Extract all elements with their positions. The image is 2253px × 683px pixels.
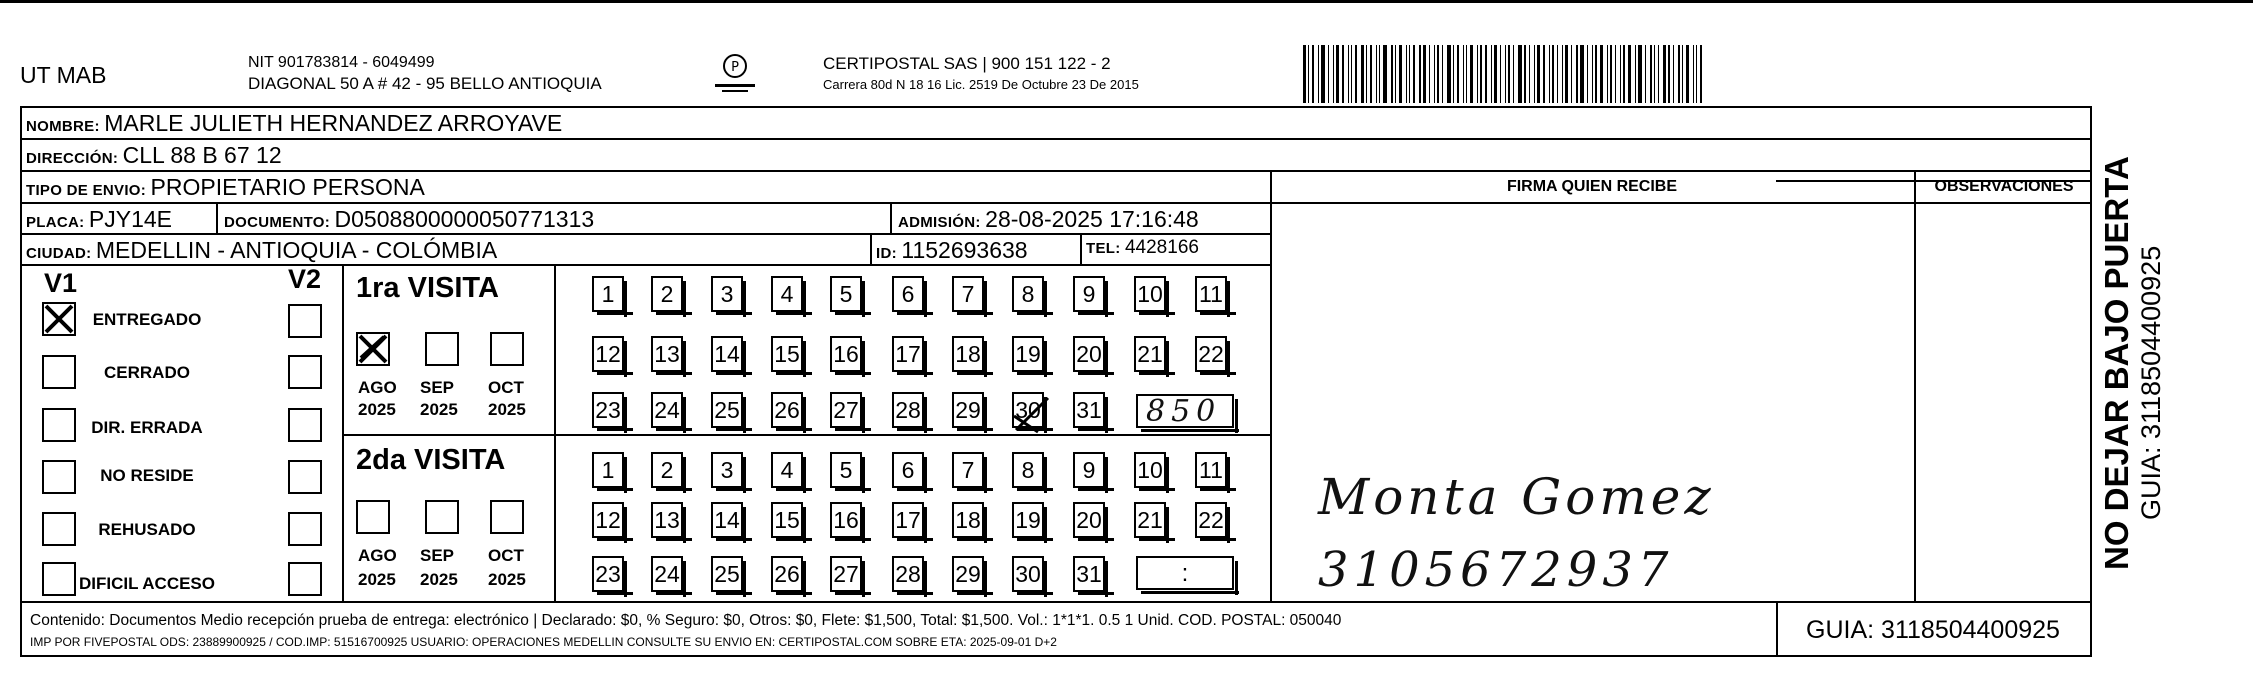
placa-value: PJY14E	[88, 206, 173, 232]
barcode-bar	[1654, 45, 1655, 103]
company-nit: NIT 901783814 - 6049499	[248, 54, 435, 71]
barcode-bar	[1383, 45, 1387, 103]
admision-row	[898, 206, 1199, 233]
barcode-bar	[1491, 45, 1492, 103]
visit1-month-oct: OCT	[488, 378, 524, 397]
barcode-bar	[1409, 45, 1410, 103]
visit2-day-30[interactable]: 30	[1012, 556, 1044, 592]
barcode-bar	[1429, 45, 1430, 103]
status-dir-errada: DIR. ERRADA	[91, 418, 203, 437]
visit1-day-16[interactable]: 16	[830, 336, 862, 372]
visit2-day-14[interactable]: 14	[711, 502, 743, 538]
status-cerrado: CERRADO	[104, 363, 190, 382]
barcode-bar	[1537, 45, 1540, 103]
barcode-bar	[1700, 45, 1702, 103]
check-x-icon	[44, 304, 74, 334]
row-line	[20, 264, 1272, 266]
barcode-bar	[1413, 45, 1415, 103]
admision-label: ADMISIÓN:	[898, 214, 981, 231]
barcode-bar	[1580, 45, 1584, 103]
row-line	[20, 233, 1272, 235]
visit1-title: 1ra VISITA	[356, 272, 499, 304]
side-guia: GUIA: 3118504400925	[2136, 245, 2166, 520]
barcode-bar	[1620, 45, 1621, 103]
visit2-year-oct: 2025	[488, 570, 526, 589]
barcode-bar	[1480, 45, 1482, 103]
row-line	[20, 202, 2092, 204]
company-address: DIAGONAL 50 A # 42 - 95 BELLO ANTIOQUIA	[248, 74, 602, 93]
tel-row	[1086, 237, 1199, 259]
v2-dir-errada-checkbox[interactable]	[288, 408, 322, 442]
table-top	[20, 106, 2092, 108]
visit2-day-24[interactable]: 24	[651, 556, 683, 592]
visit2-month-sep-checkbox[interactable]	[425, 500, 459, 534]
v2-label: V2	[288, 264, 322, 294]
barcode-bar	[1552, 45, 1554, 103]
visit1-day-7[interactable]: 7	[952, 276, 984, 312]
col-line	[216, 202, 218, 233]
visit2-day-15[interactable]: 15	[771, 502, 803, 538]
nombre-value: MARLE JULIETH HERNANDEZ ARROYAVE	[104, 110, 563, 136]
direccion-value: CLL 88 B 67 12	[122, 142, 282, 168]
barcode-bar	[1494, 45, 1497, 103]
visit1-day-31[interactable]: 31	[1073, 392, 1105, 428]
visit2-year-sep: 2025	[420, 570, 458, 589]
col-line	[890, 202, 892, 233]
v1-rehusado-checkbox[interactable]	[42, 512, 76, 546]
barcode-bar	[1696, 45, 1697, 103]
footer-imp: IMP POR FIVEPOSTAL ODS: 23889900925 / COD.IMP: 51516700925 USUARIO: OPERACIONES MEDELLIN CONSULTE SU ENVIO EN: CERTIPOSTAL.COM SOBRE ETA: 2025-09-01 D+2	[30, 635, 1057, 649]
barcode-bar	[1508, 45, 1510, 103]
visit1-day-12[interactable]: 12	[592, 336, 624, 372]
visit2-day-8[interactable]: 8	[1012, 452, 1044, 488]
visit2-day-4[interactable]: 4	[771, 452, 803, 488]
visit2-day-22[interactable]: 22	[1195, 502, 1227, 538]
placa-label: PLACA:	[26, 214, 85, 231]
visit1-month-ago: AGO	[358, 378, 397, 397]
placa-row	[26, 206, 172, 233]
visit2-day-20[interactable]: 20	[1073, 502, 1105, 538]
v1-no-reside-checkbox[interactable]	[42, 460, 76, 494]
footer-contenido: Contenido: Documentos Medio recepción prueba de entrega: electrónico | Declarado: $0, % Seguro: $0, Otros: $0, Flete: $1,500, Total: $1,500. Vol.: 1*1*1. 0.5 1 Unid. COD. POSTAL: 050040	[30, 612, 1342, 629]
barcode-bar	[1645, 45, 1646, 103]
ciudad-label: CIUDAD:	[26, 245, 92, 262]
barcode-bar	[1513, 45, 1514, 103]
visit1-day-17[interactable]: 17	[892, 336, 924, 372]
visit1-day-28[interactable]: 28	[892, 392, 924, 428]
visit1-day-30[interactable]: 30	[1012, 392, 1044, 428]
barcode-bar	[1361, 45, 1364, 103]
barcode-bar	[1470, 45, 1473, 103]
barcode-bar	[1571, 45, 1572, 103]
observaciones-header: OBSERVACIONES	[1934, 178, 2074, 195]
visit1-day-27[interactable]: 27	[830, 392, 862, 428]
barcode-bar	[1351, 45, 1352, 103]
barcode-bar	[1615, 45, 1616, 103]
barcode-bar	[1366, 45, 1367, 103]
direccion-row	[26, 142, 282, 169]
v2-dificil-acceso-checkbox[interactable]	[288, 562, 322, 596]
visit1-day-20[interactable]: 20	[1073, 336, 1105, 372]
visit2-day-25[interactable]: 25	[711, 556, 743, 592]
barcode-bar	[1318, 45, 1319, 103]
side-warning	[2098, 156, 2166, 570]
barcode-bar	[1505, 45, 1506, 103]
row-line	[20, 138, 2092, 140]
barcode-bar	[1610, 45, 1612, 103]
visit1-day-23[interactable]: 23	[592, 392, 624, 428]
visit1-day-21[interactable]: 21	[1134, 336, 1166, 372]
barcode-bar	[1466, 45, 1467, 103]
visit2-day-18[interactable]: 18	[952, 502, 984, 538]
id-row	[876, 237, 1028, 264]
visit1-day-25[interactable]: 25	[711, 392, 743, 428]
barcode-bar	[1650, 45, 1652, 103]
visit1-day-22[interactable]: 22	[1195, 336, 1227, 372]
barcode-bar	[1477, 45, 1478, 103]
visit1-day-26[interactable]: 26	[771, 392, 803, 428]
visit2-day-28[interactable]: 28	[892, 556, 924, 592]
visit1-day-24[interactable]: 24	[651, 392, 683, 428]
visit1-day-29[interactable]: 29	[952, 392, 984, 428]
status-rehusado: REHUSADO	[98, 520, 196, 539]
v1-dificil-acceso-checkbox[interactable]	[42, 562, 76, 596]
barcode-bar	[1635, 45, 1636, 103]
nombre-label: NOMBRE:	[26, 118, 100, 135]
visit1-day-15[interactable]: 15	[771, 336, 803, 372]
v1-cerrado-checkbox[interactable]	[42, 355, 76, 389]
barcode-bar	[1663, 45, 1666, 103]
v2-entregado-checkbox[interactable]	[288, 304, 322, 338]
day-30-strike-icon	[1012, 394, 1052, 434]
row-line	[342, 434, 1272, 436]
barcode-bar	[1562, 45, 1563, 103]
barcode-bar	[1434, 45, 1435, 103]
firma-header: FIRMA QUIEN RECIBE	[1506, 178, 1678, 195]
visit2-title: 2da VISITA	[356, 444, 506, 476]
side-no-dejar: NO DEJAR BAJO PUERTA	[2098, 156, 2135, 570]
barcode-bar	[1457, 45, 1459, 103]
row-line	[20, 170, 2092, 172]
visit2-day-16[interactable]: 16	[830, 502, 862, 538]
col-line	[554, 264, 556, 601]
barcode-bar	[1485, 45, 1487, 103]
visit1-year-ago: 2025	[358, 400, 396, 419]
barcode-bar	[1336, 45, 1339, 103]
barcode-bar	[1576, 45, 1578, 103]
barcode-bar	[1529, 45, 1530, 103]
visit2-month-ago-checkbox[interactable]	[356, 500, 390, 534]
visit2-day-3[interactable]: 3	[711, 452, 743, 488]
barcode-bar	[1379, 45, 1380, 103]
top-border	[0, 0, 2253, 3]
barcode-bar	[1391, 45, 1393, 103]
barcode-bar	[1682, 45, 1683, 103]
barcode-bar	[1524, 45, 1526, 103]
barcode-bar	[1395, 45, 1396, 103]
barcode-bar	[1678, 45, 1680, 103]
admision-value: 28-08-2025 17:16:48	[985, 206, 1199, 232]
barcode-bar	[1557, 45, 1558, 103]
visit2-day-7[interactable]: 7	[952, 452, 984, 488]
visit2-day-5[interactable]: 5	[830, 452, 862, 488]
ciudad-row	[26, 237, 497, 264]
visit2-day-1[interactable]: 1	[592, 452, 624, 488]
col-line	[1080, 233, 1082, 264]
barcode-bar	[1376, 45, 1377, 103]
barcode-bar	[1442, 45, 1443, 103]
visit1-day-13[interactable]: 13	[651, 336, 683, 372]
barcode-bar	[1312, 45, 1314, 103]
barcode-bar	[1447, 45, 1451, 103]
visit2-day-12[interactable]: 12	[592, 502, 624, 538]
table-bottom	[20, 655, 2092, 657]
tel-label: TEL:	[1086, 240, 1121, 257]
v2-rehusado-checkbox[interactable]	[288, 512, 322, 546]
visit1-day-1[interactable]: 1	[592, 276, 624, 312]
visit1-year-sep: 2025	[420, 400, 458, 419]
status-no-reside: NO RESIDE	[100, 466, 194, 485]
table-left	[20, 106, 22, 657]
barcode-bar	[1328, 45, 1329, 103]
carrier-address: Carrera 80d N 18 16 Lic. 2519 De Octubre 23 De 2015	[823, 77, 1139, 92]
visit2-day-10[interactable]: 10	[1134, 452, 1166, 488]
visit1-day-8[interactable]: 8	[1012, 276, 1044, 312]
barcode-bar	[1355, 45, 1357, 103]
barcode-bar	[1668, 45, 1670, 103]
signature-name: Monta Gomez	[1318, 468, 1715, 526]
visit1-month-sep: SEP	[420, 378, 455, 397]
visit1-day-5[interactable]: 5	[830, 276, 862, 312]
tipo-value: PROPIETARIO PERSONA	[150, 174, 425, 200]
barcode-bar	[1423, 45, 1426, 103]
barcode-bar	[1600, 45, 1603, 103]
visit2-month-oct-checkbox[interactable]	[490, 500, 524, 534]
documento-label: DOCUMENTO:	[224, 214, 331, 231]
id-value: 1152693638	[901, 237, 1028, 263]
visit2-time-placeholder: :	[1181, 560, 1189, 587]
check-x-icon	[358, 334, 388, 364]
visit1-day-2[interactable]: 2	[651, 276, 683, 312]
visit1-day-11[interactable]: 11	[1195, 276, 1227, 312]
barcode-bar	[1308, 45, 1309, 103]
barcode-bar	[1565, 45, 1568, 103]
footer-guia: GUIA: 3118504400925	[1806, 616, 2060, 644]
documento-row	[224, 206, 594, 233]
visit2-time-box[interactable]	[1136, 556, 1234, 590]
barcode	[1303, 45, 1933, 103]
visit2-day-29[interactable]: 29	[952, 556, 984, 592]
barcode-bar	[1673, 45, 1674, 103]
documento-value: D0508800000050771313	[334, 206, 595, 232]
barcode-bar	[1342, 45, 1344, 103]
v2-cerrado-checkbox[interactable]	[288, 355, 322, 389]
visit2-day-2[interactable]: 2	[651, 452, 683, 488]
visit2-day-9[interactable]: 9	[1073, 452, 1105, 488]
tipo-label: TIPO DE ENVIO:	[26, 182, 147, 199]
visit1-month-oct-checkbox[interactable]	[490, 332, 524, 366]
visit2-day-17[interactable]: 17	[892, 502, 924, 538]
status-dificil-acceso: DIFICIL ACCESO	[78, 574, 215, 593]
visit2-day-6[interactable]: 6	[892, 452, 924, 488]
visit2-year-ago: 2025	[358, 570, 396, 589]
visit1-day-10[interactable]: 10	[1134, 276, 1166, 312]
barcode-bar	[1628, 45, 1631, 103]
barcode-bar	[1607, 45, 1608, 103]
id-label: ID:	[876, 245, 897, 262]
visit1-time-box[interactable]	[1136, 394, 1234, 428]
visit2-day-13[interactable]: 13	[651, 502, 683, 538]
visit1-day-3[interactable]: 3	[711, 276, 743, 312]
col-line	[870, 233, 872, 264]
visit1-day-6[interactable]: 6	[892, 276, 924, 312]
barcode-bar	[1693, 45, 1694, 103]
visit1-day-14[interactable]: 14	[711, 336, 743, 372]
barcode-bar	[1333, 45, 1334, 103]
direccion-label: DIRECCIÓN:	[26, 150, 119, 167]
barcode-bar	[1370, 45, 1372, 103]
visit2-day-19[interactable]: 19	[1012, 502, 1044, 538]
barcode-bar	[1406, 45, 1407, 103]
visit2-day-27[interactable]: 27	[830, 556, 862, 592]
visit2-month-sep: SEP	[420, 546, 455, 565]
barcode-bar	[1437, 45, 1439, 103]
barcode-bar	[1419, 45, 1421, 103]
visit2-day-11[interactable]: 11	[1195, 452, 1227, 488]
col-line	[342, 264, 344, 601]
nombre-row	[26, 110, 562, 137]
v1-label: V1	[44, 268, 78, 298]
visit2-day-31[interactable]: 31	[1073, 556, 1105, 592]
row-line	[20, 601, 2092, 603]
visit2-day-23[interactable]: 23	[592, 556, 624, 592]
barcode-bar	[1453, 45, 1454, 103]
visit1-month-sep-checkbox[interactable]	[425, 332, 459, 366]
v1-entregado-checkbox[interactable]	[42, 302, 76, 336]
barcode-bar	[1303, 45, 1306, 103]
barcode-bar	[1463, 45, 1464, 103]
barcode-bar	[1587, 45, 1588, 103]
barcode-bar	[1518, 45, 1522, 103]
svg-text:P: P	[731, 60, 739, 75]
col-line	[1270, 170, 1272, 601]
tipo-row	[26, 174, 425, 201]
visit1-day-19[interactable]: 19	[1012, 336, 1044, 372]
visit2-day-21[interactable]: 21	[1134, 502, 1166, 538]
visit2-month-oct: OCT	[488, 546, 524, 565]
company-name: UT MAB	[20, 62, 107, 88]
visit1-day-4[interactable]: 4	[771, 276, 803, 312]
barcode-bar	[1623, 45, 1625, 103]
visit1-month-ago-checkbox[interactable]	[356, 332, 390, 366]
barcode-bar	[1549, 45, 1550, 103]
visit1-year-oct: 2025	[488, 400, 526, 419]
table-right	[2090, 106, 2092, 657]
barcode-bar	[1595, 45, 1597, 103]
v2-no-reside-checkbox[interactable]	[288, 460, 322, 494]
signature-phone: 3105672937	[1318, 542, 1674, 598]
barcode-bar	[1500, 45, 1501, 103]
col-line	[1914, 170, 1916, 601]
visit1-day-18[interactable]: 18	[952, 336, 984, 372]
barcode-bar	[1686, 45, 1689, 103]
barcode-bar	[1638, 45, 1642, 103]
certipostal-logo-icon	[710, 52, 760, 96]
carrier-name: CERTIPOSTAL SAS | 900 151 122 - 2	[823, 54, 1111, 73]
barcode-bar	[1592, 45, 1593, 103]
visit2-month-ago: AGO	[358, 546, 397, 565]
ciudad-value: MEDELLIN - ANTIOQUIA - COLÓMBIA	[95, 237, 498, 263]
barcode-bar	[1348, 45, 1349, 103]
visit1-time-handwritten: 850	[1146, 394, 1222, 429]
barcode-bar	[1321, 45, 1325, 103]
visit2-day-26[interactable]: 26	[771, 556, 803, 592]
barcode-bar	[1543, 45, 1545, 103]
barcode-bar	[1658, 45, 1659, 103]
visit1-day-9[interactable]: 9	[1073, 276, 1105, 312]
barcode-bar	[1534, 45, 1535, 103]
tel-value: 4428166	[1124, 237, 1199, 258]
v1-dir-errada-checkbox[interactable]	[42, 408, 76, 442]
barcode-bar	[1399, 45, 1402, 103]
status-entregado: ENTREGADO	[92, 310, 202, 329]
